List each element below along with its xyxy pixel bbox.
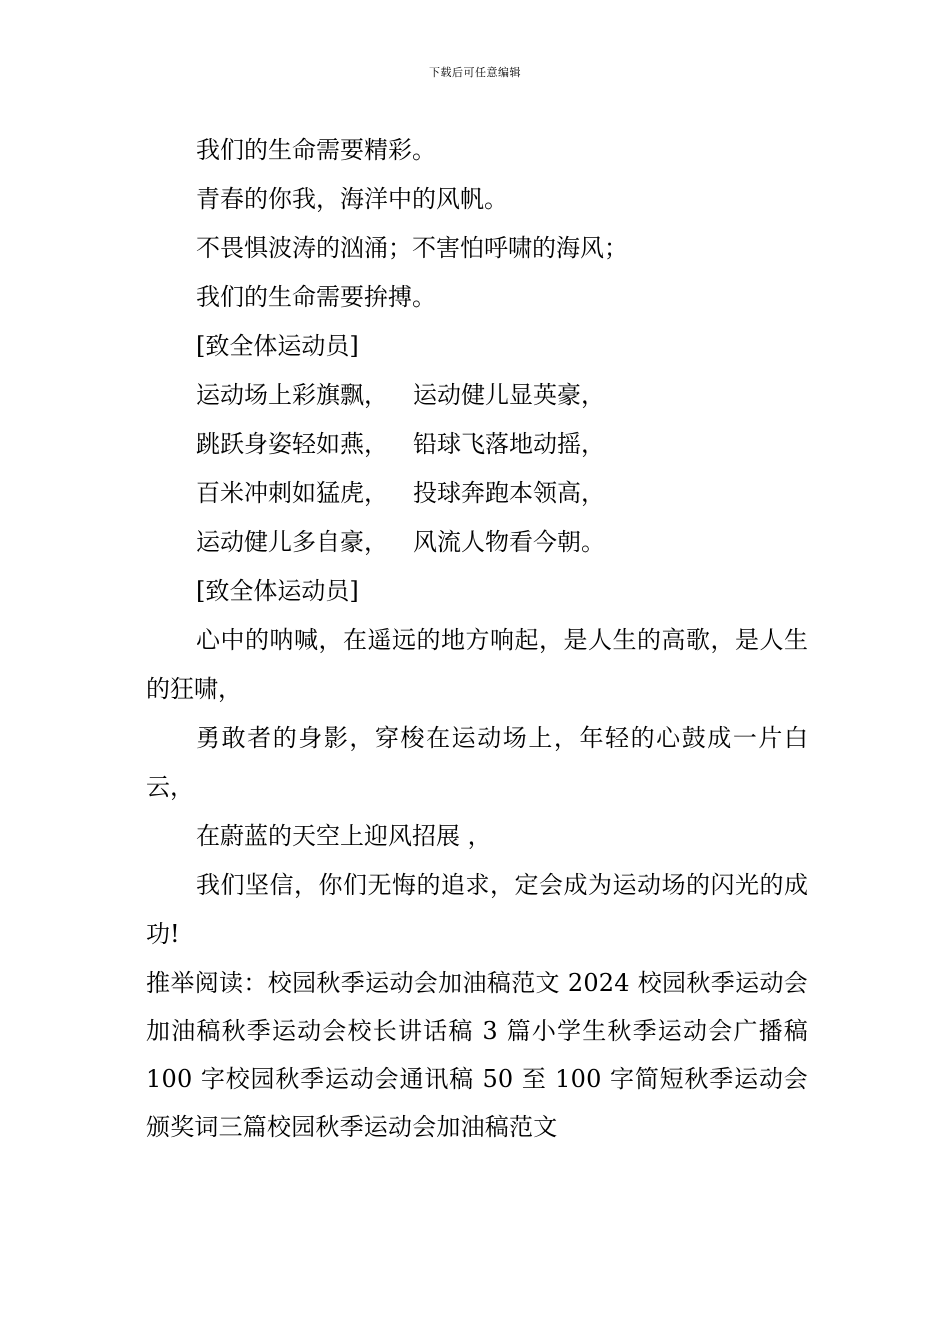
paragraph: 心中的呐喊，在遥远的地方响起，是人生的高歌，是人生的狂啸， (146, 626, 808, 703)
verse-left: 运动健儿多自豪， (196, 528, 388, 556)
poem-line: 我们的生命需要拚搏。 (196, 283, 436, 311)
page-header: 下载后可任意编辑 (429, 66, 521, 79)
verse-right: 铅球飞落地动摇， (413, 430, 605, 458)
verse-right: 投球奔跑本领高， (413, 479, 605, 507)
section-title: [致全体运动员] (196, 577, 359, 605)
paragraph: 勇敢者的身影，穿梭在运动场上，年轻的心鼓成一片白云， (146, 724, 808, 801)
verse-left: 运动场上彩旗飘， (196, 381, 388, 409)
verse-row (146, 518, 808, 567)
verse-left: 跳跃身姿轻如燕， (196, 430, 388, 458)
verse-right: 运动健儿显英豪， (413, 381, 605, 409)
document-body (146, 126, 808, 1151)
recommended-reading: 推举阅读：校园秋季运动会加油稿范文 2024 校园秋季运动会加油稿秋季运动会校长讲话稿 3 篇小学生秋季运动会广播稿 100 字校园秋季运动会通讯稿 50 至 100 字简短秋季运动会颁奖词三篇校园秋季运动会加油稿范文 (146, 969, 808, 1141)
section-title: [致全体运动员] (196, 332, 359, 360)
verse-right: 风流人物看今朝。 (413, 528, 605, 556)
paragraph: 我们坚信，你们无悔的追求，定会成为运动场的闪光的成功! (146, 871, 808, 948)
verse-row (146, 469, 808, 518)
paragraph: 在蔚蓝的天空上迎风招展 ， (196, 822, 492, 850)
poem-line: 我们的生命需要精彩。 (196, 136, 436, 164)
verse-row (146, 371, 808, 420)
verse-left: 百米冲刺如猛虎， (196, 479, 388, 507)
poem-line: 不畏惧波涛的汹涌；不害怕呼啸的海风； (196, 234, 628, 262)
verse-row (146, 420, 808, 469)
poem-line: 青春的你我，海洋中的风帆。 (196, 185, 508, 213)
